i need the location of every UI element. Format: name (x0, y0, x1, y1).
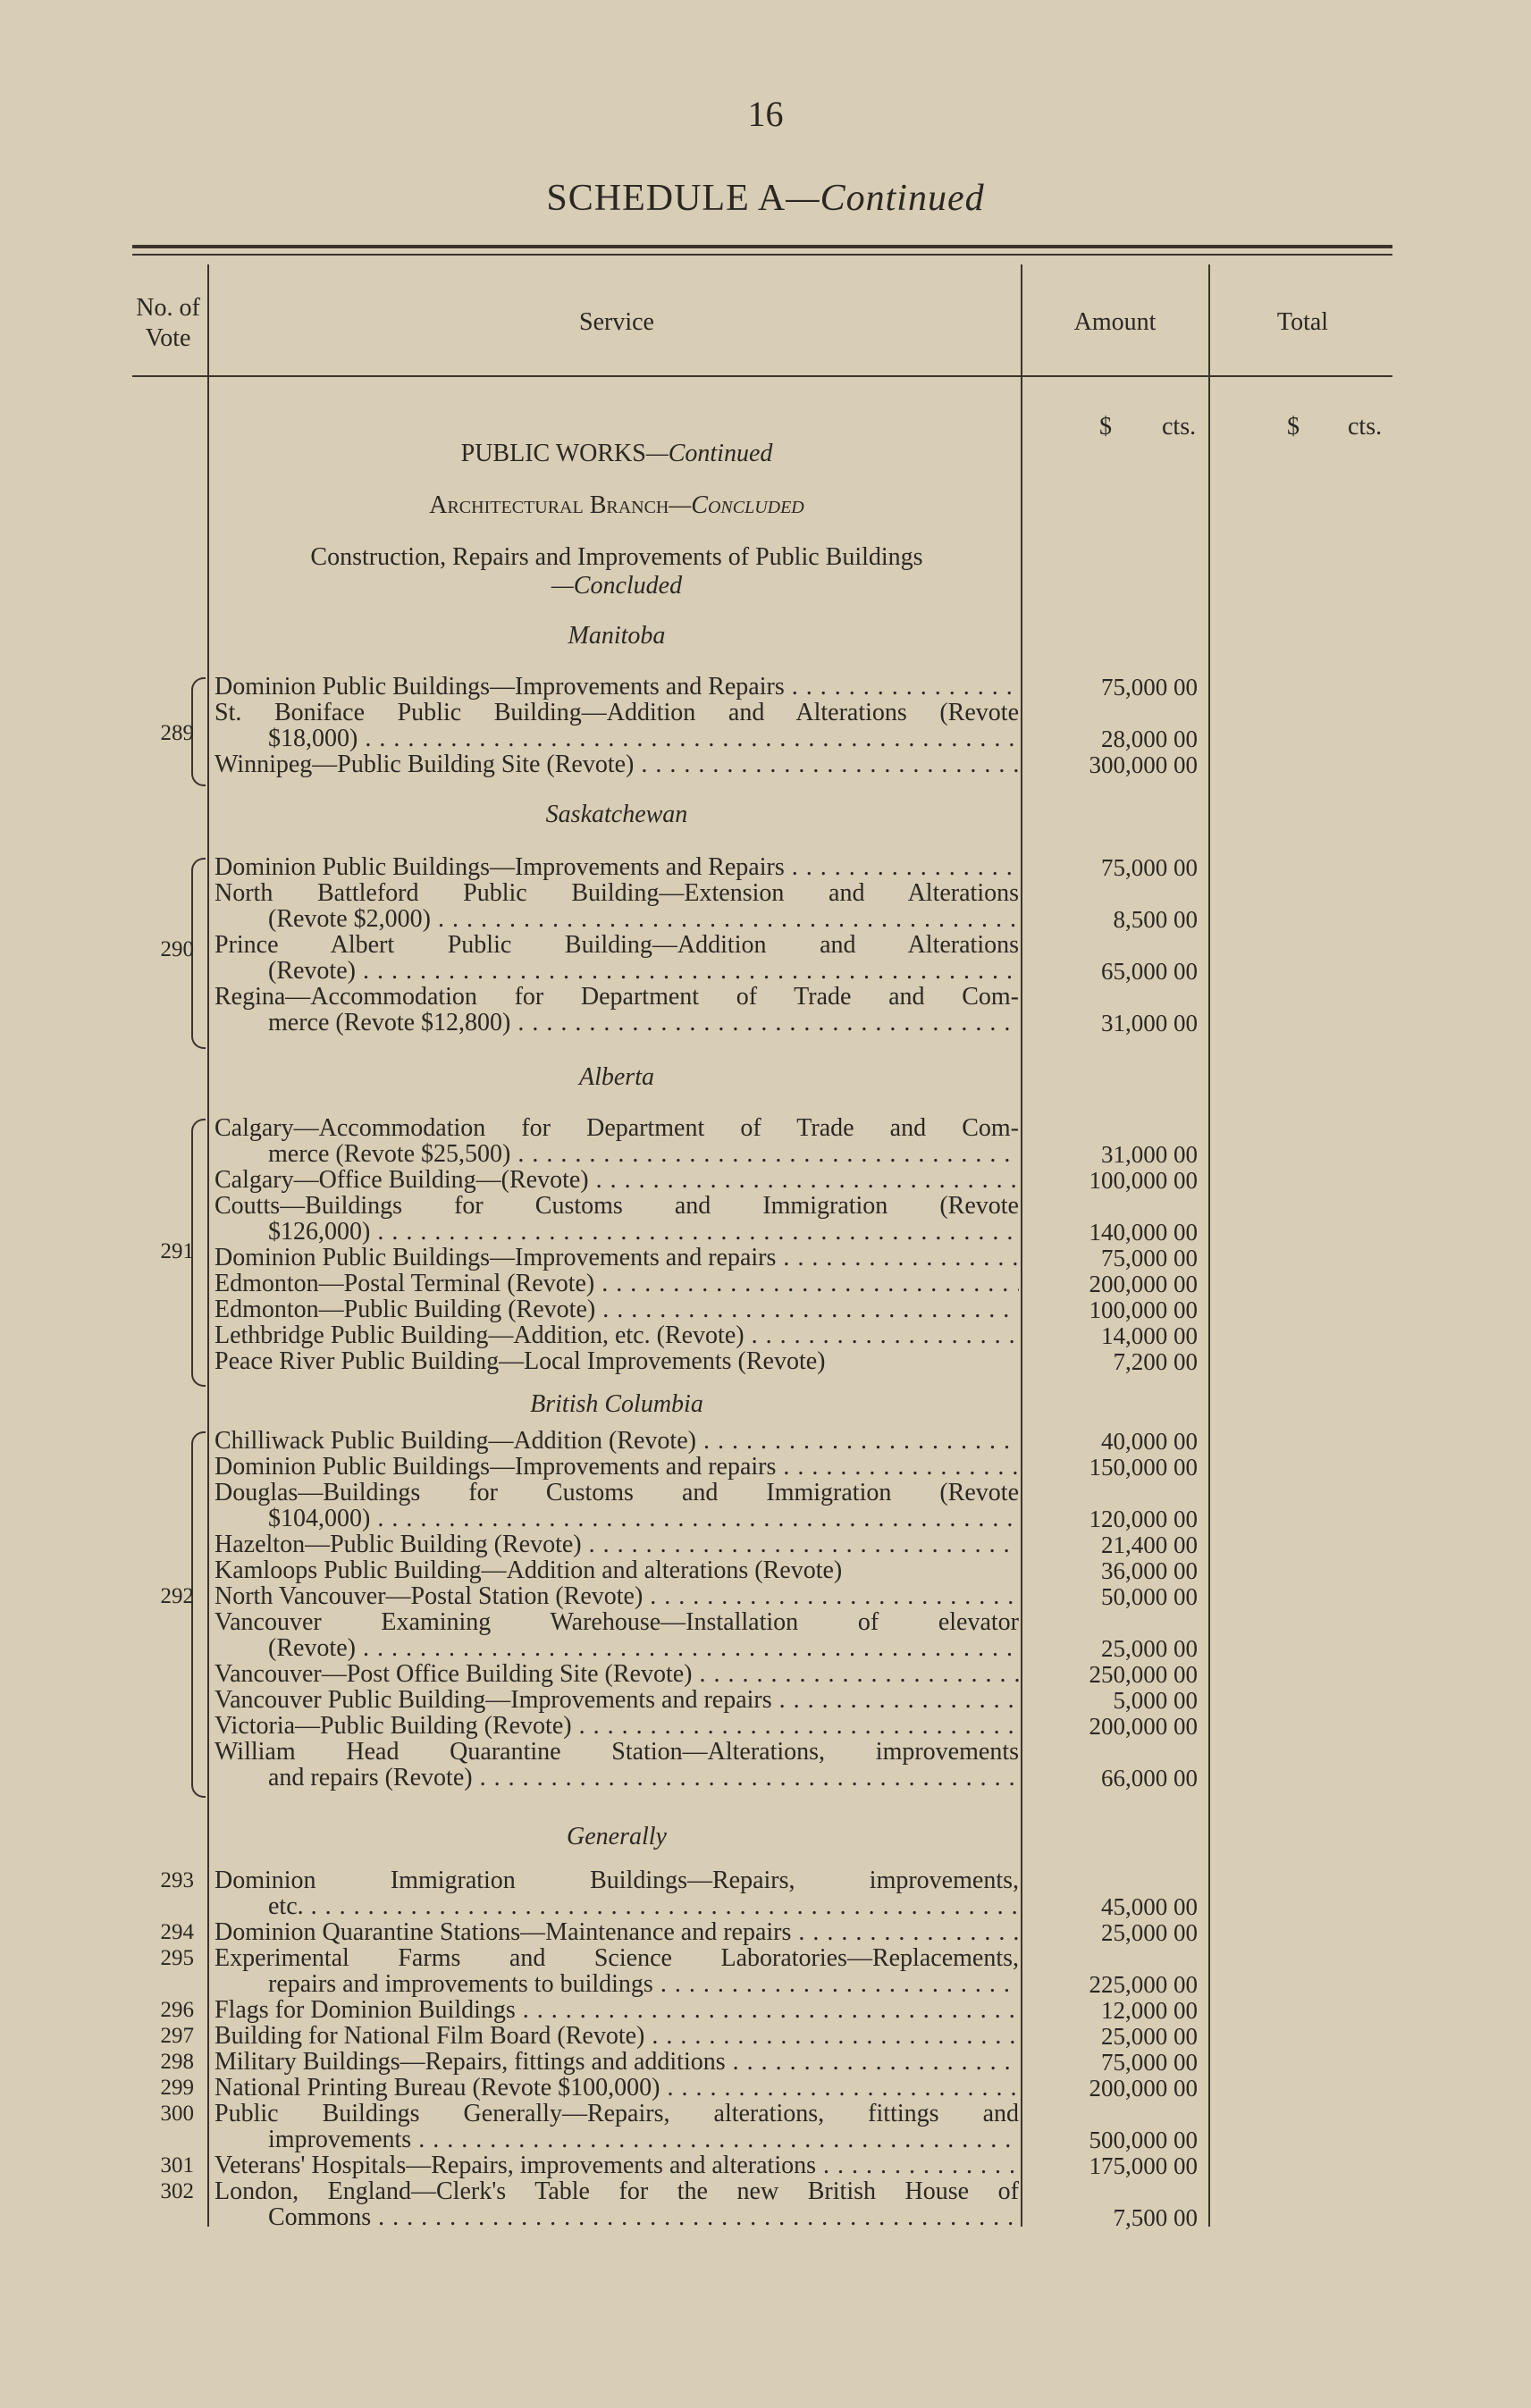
branch-title-main: Architectural Branch (429, 491, 669, 519)
service-line: (Revote $2,000) . . . (215, 906, 1019, 933)
page-number: 16 (747, 94, 784, 134)
amount: 250,000 00 (1089, 1661, 1198, 1688)
service-line: Calgary—Accommodation for Department of Trade and Com- (215, 1115, 1019, 1142)
service-line: Calgary—Office Building—(Revote) . . . (215, 1167, 1019, 1194)
vote-number: 300 (160, 2102, 194, 2126)
schedule-title-main: SCHEDULE A (546, 178, 787, 219)
amount: 50,000 00 (1101, 1583, 1198, 1610)
total-cents-label: cts. (1348, 413, 1383, 440)
service-line: Chilliwack Public Building—Addition (Revote) . . . (215, 1428, 1019, 1455)
vote-number: 296 (160, 1998, 194, 2022)
service-line: Douglas—Buildings for Customs and Immigration (Revote (215, 1480, 1019, 1506)
service-line: Flags for Dominion Buildings . . . (215, 1997, 1019, 2024)
amount: 75,000 00 (1101, 674, 1198, 701)
amount: 28,000 00 (1101, 726, 1198, 752)
section-title-main: PUBLIC WORKS (460, 440, 646, 467)
service-line: Victoria—Public Building (Revote) . . . (215, 1713, 1019, 1740)
amount: 40,000 00 (1101, 1428, 1198, 1455)
service-line: Dominion Quarantine Stations—Maintenance and repairs . . . (215, 1919, 1019, 1946)
amount: 75,000 00 (1101, 1245, 1198, 1271)
province-alberta: Alberta (579, 1063, 654, 1091)
col-divider-vote (207, 264, 209, 2227)
col-divider-amount (1208, 264, 1210, 2227)
service-line: etc. . . . (215, 1893, 1019, 1920)
amount: 150,000 00 (1089, 1454, 1198, 1481)
service-line: Edmonton—Postal Terminal (Revote) . . . (215, 1271, 1019, 1297)
top-rule-thick (132, 245, 1392, 248)
province-british-columbia: British Columbia (530, 1390, 703, 1418)
header-service: Service (579, 308, 654, 336)
service-line: repairs and improvements to buildings . . . (215, 1971, 1019, 1998)
vote-number: 297 (160, 2024, 194, 2048)
vote-brace-292 (191, 1431, 206, 1798)
service-line: Military Buildings—Repairs, fittings and additions . . . (215, 2049, 1019, 2076)
service-line: Vancouver—Post Office Building Site (Revote) . . . (215, 1661, 1019, 1688)
amount: 25,000 00 (1101, 2023, 1198, 2050)
amount: 65,000 00 (1101, 958, 1198, 985)
branch-title-suffix: —Concluded (669, 491, 804, 519)
amount: 5,000 00 (1113, 1687, 1198, 1714)
amount: 7,200 00 (1113, 1348, 1198, 1375)
province-manitoba: Manitoba (568, 622, 666, 650)
vote-number: 295 (160, 1946, 194, 1970)
amount: 200,000 00 (1089, 1271, 1198, 1297)
amount: 75,000 00 (1101, 854, 1198, 881)
service-line: St. Boniface Public Building—Addition and Alterations (Revote (215, 700, 1019, 726)
total-dollar-sign: $ (1287, 413, 1300, 440)
service-line: Lethbridge Public Building—Addition, etc. (Revote) . . . (215, 1322, 1019, 1349)
amount: 7,500 00 (1113, 2204, 1198, 2231)
amount: 31,000 00 (1101, 1141, 1198, 1168)
section-title-suffix: —Continued (645, 440, 773, 467)
amount: 25,000 00 (1101, 1635, 1198, 1662)
service-line: Commons . . . (215, 2204, 1019, 2231)
section-title (215, 440, 1019, 468)
service-line: Hazelton—Public Building (Revote) . . . (215, 1531, 1019, 1558)
amount: 100,000 00 (1089, 1296, 1198, 1323)
service-line: Dominion Public Buildings—Improvements and repairs . . . (215, 1454, 1019, 1481)
amount: 200,000 00 (1089, 2075, 1198, 2102)
vote-number: 292 (160, 1584, 194, 1608)
service-line: London, England—Clerk's Table for the new British House of (215, 2178, 1019, 2205)
amount: 140,000 00 (1089, 1219, 1198, 1246)
service-line: Dominion Public Buildings—Improvements and Repairs . . . (215, 674, 1019, 701)
service-line: (Revote) . . . (215, 958, 1019, 985)
vote-number: 299 (160, 2076, 194, 2100)
vote-number: 289 (160, 721, 194, 745)
header-amount: Amount (1073, 308, 1157, 336)
top-rule-thin (132, 254, 1392, 256)
service-line: $126,000) . . . (215, 1219, 1019, 1246)
service-line: Experimental Farms and Science Laboratories—Replacements, (215, 1945, 1019, 1972)
amount: 8,500 00 (1113, 906, 1198, 933)
amount: 25,000 00 (1101, 1919, 1198, 1946)
service-line: North Vancouver—Postal Station (Revote) . . . (215, 1583, 1019, 1610)
service-line: Kamloops Public Building—Addition and alterations (Revote) (215, 1557, 843, 1584)
amount: 21,400 00 (1101, 1531, 1198, 1558)
construction-heading-cont: —Concluded (551, 572, 683, 600)
schedule-title (0, 177, 1531, 220)
amount: 300,000 00 (1089, 751, 1198, 778)
service-line: Public Buildings Generally—Repairs, alterations, fittings and (215, 2101, 1019, 2127)
amount: 45,000 00 (1101, 1893, 1198, 1920)
service-line: Building for National Film Board (Revote) . . . (215, 2023, 1019, 2050)
section-generally: Generally (567, 1823, 667, 1850)
vote-number: 290 (160, 937, 194, 961)
service-line: Prince Albert Public Building—Addition and Alterations (215, 932, 1019, 959)
amount: 31,000 00 (1101, 1010, 1198, 1036)
vote-number: 293 (160, 1868, 194, 1892)
service-line: Coutts—Buildings for Customs and Immigration (Revote (215, 1193, 1019, 1220)
amount: 12,000 00 (1101, 1997, 1198, 2024)
service-line: $18,000) . . . (215, 726, 1019, 752)
service-line: improvements . . . (215, 2127, 1019, 2153)
service-line: (Revote) . . . (215, 1635, 1019, 1662)
amount: 75,000 00 (1101, 2049, 1198, 2076)
amount: 225,000 00 (1089, 1971, 1198, 1998)
header-vote: No. of Vote (136, 294, 200, 352)
amount-cents-label: cts. (1162, 413, 1197, 440)
vote-number: 298 (160, 2050, 194, 2074)
service-line: Dominion Public Buildings—Improvements and Repairs . . . (215, 854, 1019, 881)
amount-dollar-sign: $ (1099, 413, 1112, 440)
province-saskatchewan: Saskatchewan (545, 801, 688, 828)
amount: 200,000 00 (1089, 1713, 1198, 1740)
service-line: National Printing Bureau (Revote $100,000) . . . (215, 2075, 1019, 2102)
schedule-title-suffix: —Continued (786, 178, 985, 219)
service-line: Dominion Immigration Buildings—Repairs, improvements, (215, 1867, 1019, 1894)
header-total: Total (1276, 308, 1329, 336)
service-line: and repairs (Revote) . . . (215, 1765, 1019, 1791)
vote-number: 291 (160, 1239, 194, 1263)
service-line: Veterans' Hospitals—Repairs, improvements and alterations . . . (215, 2152, 1019, 2179)
amount: 500,000 00 (1089, 2127, 1198, 2153)
service-line: Dominion Public Buildings—Improvements and repairs . . . (215, 1245, 1019, 1271)
service-line: Edmonton—Public Building (Revote) . . . (215, 1296, 1019, 1323)
amount: 175,000 00 (1089, 2152, 1198, 2179)
amount: 100,000 00 (1089, 1167, 1198, 1194)
amount: 36,000 00 (1101, 1557, 1198, 1584)
service-line: merce (Revote $25,500) . . . (215, 1141, 1019, 1168)
service-line: Peace River Public Building—Local Improvements (Revote) (215, 1348, 826, 1375)
service-line: Regina—Accommodation for Department of Trade and Com- (215, 984, 1019, 1011)
service-line: Vancouver Examining Warehouse—Installation of elevator (215, 1609, 1019, 1636)
service-line: Vancouver Public Building—Improvements and repairs . . . (215, 1687, 1019, 1714)
amount: 66,000 00 (1101, 1765, 1198, 1791)
service-line: William Head Quarantine Station—Alterations, improvements (215, 1739, 1019, 1766)
amount: 14,000 00 (1101, 1322, 1198, 1349)
amount: 120,000 00 (1089, 1506, 1198, 1532)
branch-title (215, 491, 1019, 520)
vote-number: 301 (160, 2153, 194, 2177)
service-line: merce (Revote $12,800) . . . (215, 1010, 1019, 1036)
header-rule (132, 375, 1392, 377)
col-divider-service (1021, 264, 1022, 2227)
vote-number: 302 (160, 2179, 194, 2203)
construction-heading: Construction, Repairs and Improvements of Public Buildings (310, 543, 923, 571)
service-line: Winnipeg—Public Building Site (Revote) . . . (215, 751, 1019, 778)
service-line: North Battleford Public Building—Extension and Alterations (215, 880, 1019, 907)
service-line: $104,000) . . . (215, 1506, 1019, 1532)
vote-number: 294 (160, 1920, 194, 1944)
